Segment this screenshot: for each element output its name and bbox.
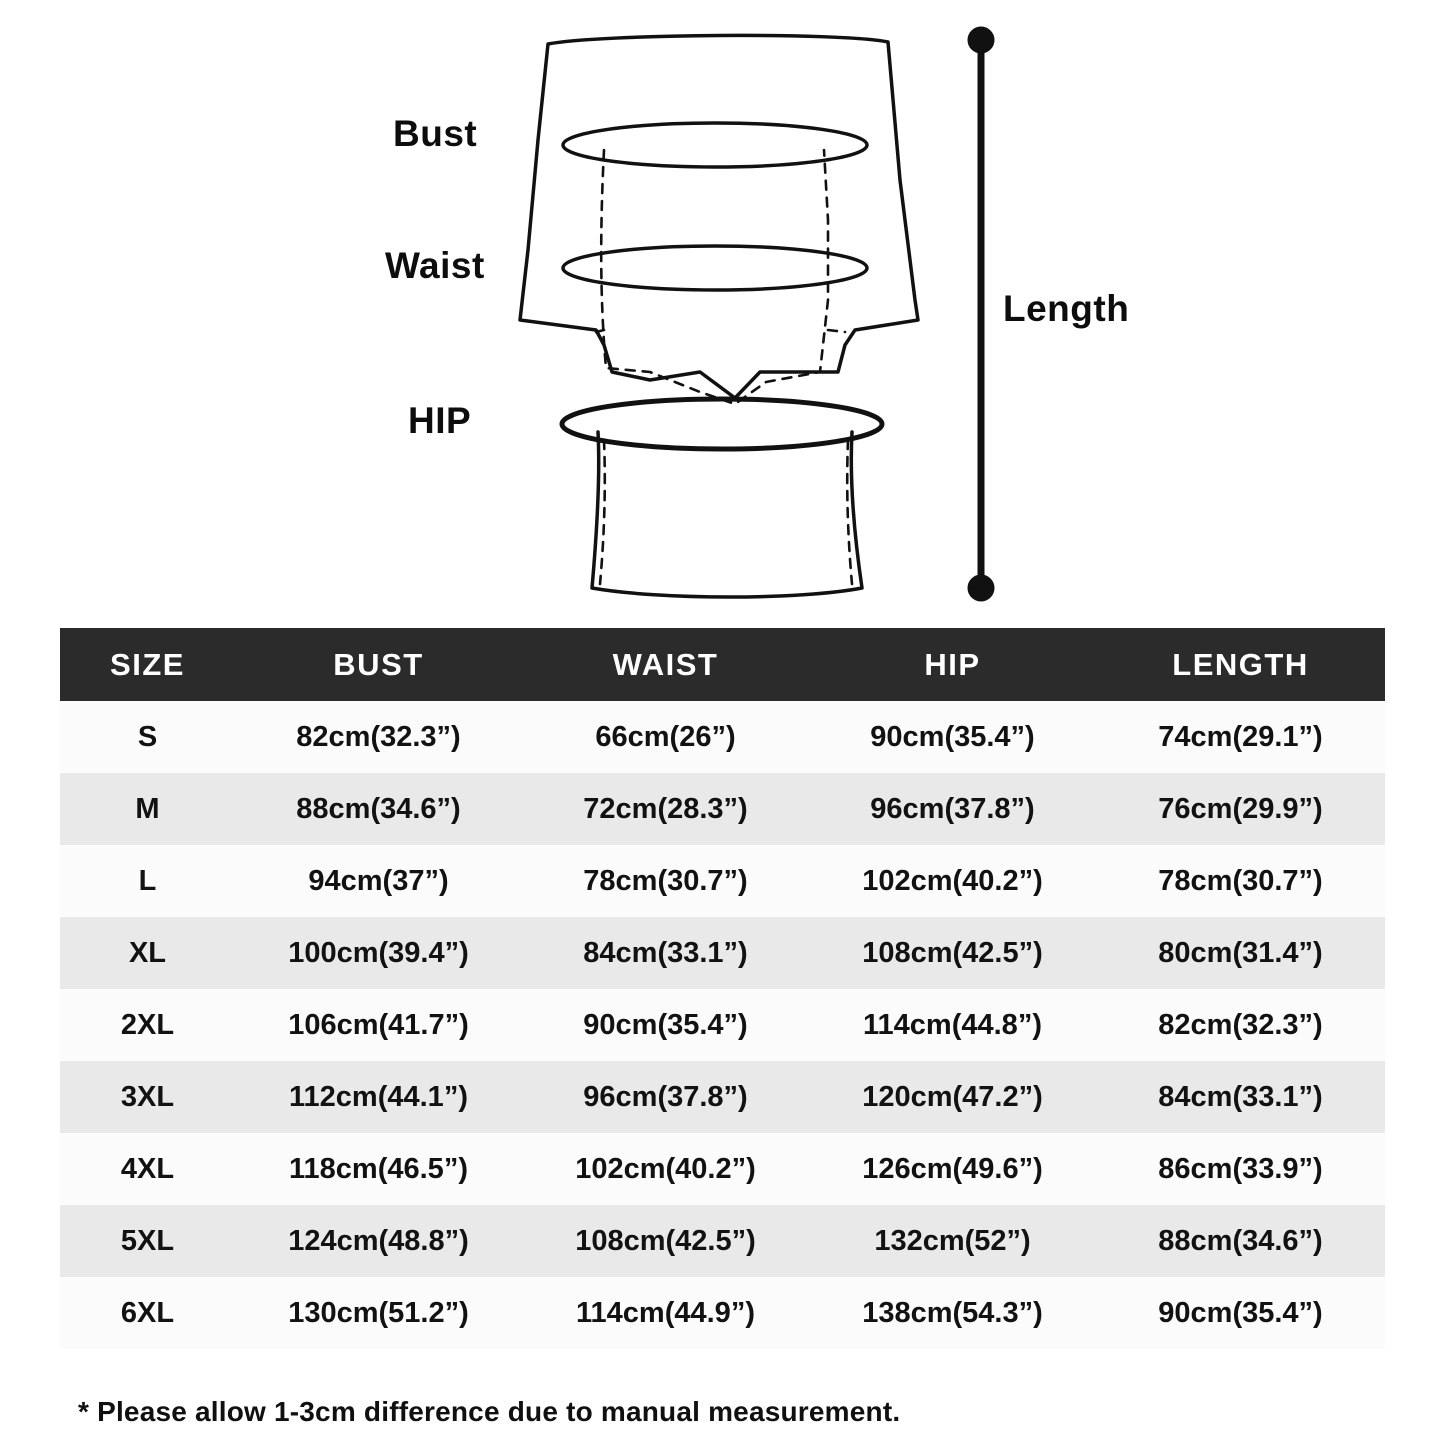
cell-bust: 94cm(37”): [308, 865, 449, 897]
measurement-diagram: [0, 0, 1445, 620]
table-row: [60, 701, 1385, 773]
cell-bust: 112cm(44.1”): [289, 1081, 468, 1113]
table-row: [60, 1277, 1385, 1349]
table-row: [60, 1133, 1385, 1205]
cell-size: 6XL: [120, 1297, 175, 1329]
cell-hip: 108cm(42.5”): [862, 937, 1043, 969]
cell-length: 78cm(30.7”): [1158, 865, 1323, 897]
dress-outline-illustration: [0, 0, 1445, 620]
column-header-waist: WAIST: [522, 628, 809, 701]
cell-hip: 132cm(52”): [874, 1225, 1031, 1257]
cell-length: 86cm(33.9”): [1158, 1153, 1323, 1185]
column-header-hip: HIP: [809, 628, 1096, 701]
cell-waist: 114cm(44.9”): [576, 1297, 755, 1329]
cell-length: 82cm(32.3”): [1158, 1009, 1323, 1041]
column-header-length: LENGTH: [1096, 628, 1385, 701]
cell-size: 3XL: [120, 1081, 175, 1113]
size-table: [60, 628, 1385, 1349]
table-row: [60, 773, 1385, 845]
cell-waist: 90cm(35.4”): [583, 1009, 748, 1041]
cell-length: 76cm(29.9”): [1158, 793, 1323, 825]
cell-length: 84cm(33.1”): [1158, 1081, 1323, 1113]
cell-size: XL: [128, 937, 167, 969]
length-label: Length: [1003, 288, 1130, 329]
table-body: [60, 701, 1385, 1349]
cell-bust: 100cm(39.4”): [288, 937, 469, 969]
cell-waist: 102cm(40.2”): [575, 1153, 756, 1185]
table-header-row: [60, 628, 1385, 701]
cell-length: 90cm(35.4”): [1158, 1297, 1323, 1329]
cell-hip: 126cm(49.6”): [862, 1153, 1043, 1185]
cell-size: L: [138, 865, 157, 897]
cell-hip: 96cm(37.8”): [870, 793, 1035, 825]
cell-bust: 124cm(48.8”): [288, 1225, 469, 1257]
waist-label: Waist: [385, 245, 485, 286]
cell-hip: 138cm(54.3”): [862, 1297, 1043, 1329]
cell-bust: 130cm(51.2”): [288, 1297, 469, 1329]
cell-hip: 102cm(40.2”): [862, 865, 1043, 897]
cell-size: S: [137, 721, 158, 753]
cell-waist: 108cm(42.5”): [575, 1225, 756, 1257]
column-header-size: SIZE: [60, 628, 235, 701]
cell-hip: 114cm(44.8”): [863, 1009, 1042, 1041]
cell-hip: 120cm(47.2”): [862, 1081, 1043, 1113]
cell-bust: 88cm(34.6”): [296, 793, 461, 825]
table-row: [60, 1205, 1385, 1277]
cell-waist: 66cm(26”): [595, 721, 736, 753]
table-row: [60, 989, 1385, 1061]
hip-label: HIP: [408, 400, 472, 441]
measurement-footnote: * Please allow 1-3cm difference due to manual measurement.: [78, 1396, 901, 1427]
cell-waist: 78cm(30.7”): [583, 865, 748, 897]
column-header-bust: BUST: [235, 628, 522, 701]
cell-size: 2XL: [120, 1009, 175, 1041]
table-row: [60, 845, 1385, 917]
table-row: [60, 917, 1385, 989]
cell-length: 80cm(31.4”): [1158, 937, 1323, 969]
size-table-wrapper: [60, 628, 1385, 1349]
cell-length: 88cm(34.6”): [1158, 1225, 1323, 1257]
cell-bust: 118cm(46.5”): [289, 1153, 468, 1185]
bust-label: Bust: [393, 113, 478, 154]
table-row: [60, 1061, 1385, 1133]
cell-waist: 72cm(28.3”): [583, 793, 748, 825]
length-arrow-icon: [968, 27, 994, 601]
cell-bust: 82cm(32.3”): [296, 721, 461, 753]
cell-size: M: [135, 793, 160, 825]
cell-waist: 96cm(37.8”): [583, 1081, 748, 1113]
table-header: [60, 628, 1385, 701]
cell-hip: 90cm(35.4”): [870, 721, 1035, 753]
cell-bust: 106cm(41.7”): [288, 1009, 469, 1041]
cell-length: 74cm(29.1”): [1158, 721, 1323, 753]
cell-waist: 84cm(33.1”): [583, 937, 748, 969]
cell-size: 5XL: [120, 1225, 175, 1257]
cell-size: 4XL: [120, 1153, 175, 1185]
